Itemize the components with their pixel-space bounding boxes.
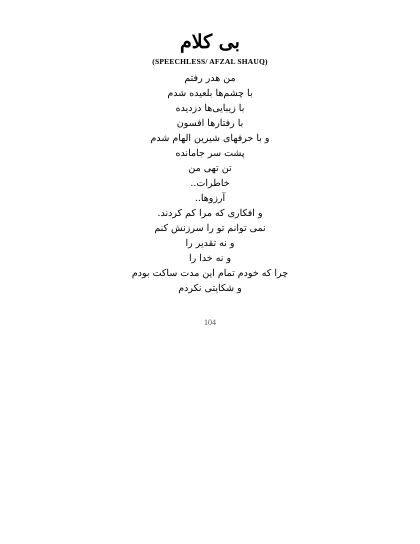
poem-line: چرا که خودم تمام این مدت ساکت بودم [131,268,289,279]
poem-line: و با حرفهای شیرین الهام شدم [150,133,270,144]
poem-line: من هدر رفتم [184,73,236,84]
poem-line: با چشم‌ها بلعیده شدم [167,88,253,99]
page-number: 104 [204,318,216,327]
poem-line: خاطرات.. [190,178,230,189]
poem-line: با زیبایی‌ها دزدیده [175,103,245,114]
poem-line: و شکایتی نکردم [178,283,242,294]
poem-title: بی کلام [180,31,240,53]
poem-line: و نه تقدیر را [185,238,235,249]
poem-line: تن تهی من [188,163,232,174]
poem-line: با رفتارها افسون [176,118,244,129]
poem-line: و افکاری که مرا کم کردند. [157,208,263,219]
poem-line: آرزوها.. [194,193,226,204]
poem-subtitle: (SPEECHLESS/ AFZAL SHAUQ) [152,57,268,66]
poem-line: پشت سر جامانده [175,148,245,159]
poem-line: نمی توانم تو را سرزنش کنم [154,223,266,234]
poem-body [0,71,420,296]
poem-line: و نه خدا را [188,253,232,264]
